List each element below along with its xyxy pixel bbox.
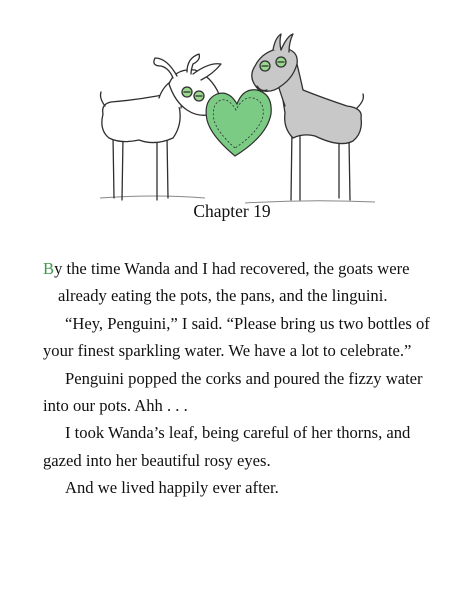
green-heart bbox=[206, 90, 271, 156]
story-paragraph: Penguini popped the corks and poured the fizzy water into our pots. Ahh . . . bbox=[43, 368, 423, 416]
two-goats-with-heart-illustration bbox=[95, 28, 385, 213]
story-text bbox=[43, 255, 433, 502]
story-paragraph bbox=[43, 255, 433, 310]
story-paragraph: I took Wanda’s leaf, being careful of her thorns, and gazed into her beautiful rosy eyes. bbox=[43, 423, 411, 470]
drop-cap-letter: B bbox=[43, 259, 55, 278]
story-paragraph: And we lived happily ever after. bbox=[65, 478, 279, 498]
paragraph-text: y the time Wanda and I had recovered, the goats were already eating the pots, the pans, and the linguini. bbox=[54, 259, 410, 306]
white-goat bbox=[101, 54, 222, 200]
chapter-title: Chapter 19 bbox=[193, 201, 271, 221]
story-paragraph: “Hey, Penguini,” I said. “Please bring us two bottles of your finest sparkling water. We have a lot to celebrate.” bbox=[43, 313, 430, 361]
